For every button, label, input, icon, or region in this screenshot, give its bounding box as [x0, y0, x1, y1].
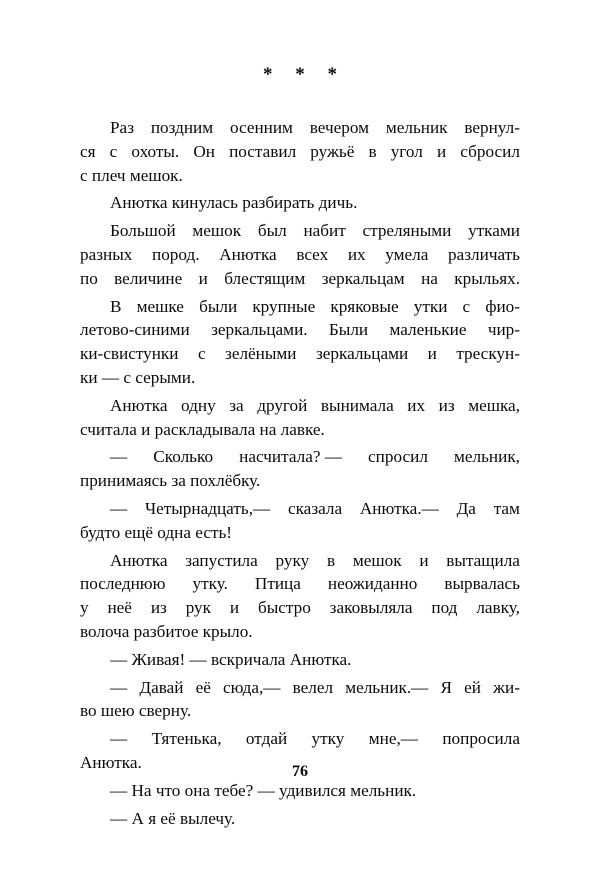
- word: —: [110, 677, 128, 697]
- word: велел: [292, 677, 334, 697]
- text-line: [80, 549, 520, 573]
- word: ки-свистунки: [80, 344, 179, 364]
- word: с: [197, 344, 206, 364]
- word: отдай: [245, 729, 288, 749]
- text-line: ки — с серыми.: [80, 367, 196, 387]
- word: маленькие: [389, 320, 467, 340]
- word: летово-синими: [80, 320, 190, 340]
- word: был: [257, 221, 287, 241]
- word: мешка,: [468, 395, 520, 415]
- word: различать: [448, 244, 520, 264]
- text-line: [80, 596, 520, 620]
- word: Птица: [254, 574, 301, 594]
- word: лавку,: [476, 598, 520, 618]
- word: неё: [107, 598, 132, 618]
- paragraph: [80, 219, 520, 290]
- word: стреляными: [362, 221, 452, 241]
- word: с: [462, 296, 471, 316]
- word: неожиданно: [327, 574, 418, 594]
- word: утку: [311, 729, 345, 749]
- word: её: [195, 677, 211, 697]
- word: сказала: [287, 498, 343, 518]
- text-line: [80, 676, 520, 700]
- text-line: [80, 497, 520, 521]
- word: с: [109, 141, 118, 161]
- word: блестящим: [224, 268, 306, 288]
- text-line: [80, 572, 520, 596]
- word: вернул-: [464, 118, 520, 137]
- word: запустила: [185, 550, 258, 570]
- word: рук: [185, 598, 211, 618]
- word: вечером: [309, 118, 370, 137]
- text-line: [80, 445, 520, 469]
- word: поставил: [229, 141, 297, 161]
- paragraph: [80, 497, 520, 545]
- word: зеркальцам: [321, 268, 405, 288]
- word: под: [431, 598, 458, 618]
- text-line: Анютка кинулась разбирать дичь.: [110, 193, 358, 213]
- text-line: во шею сверну.: [80, 701, 192, 721]
- page-text-block: [80, 60, 520, 830]
- word: мешок: [192, 221, 242, 241]
- word: последнюю: [80, 574, 166, 594]
- word: Анютка: [110, 550, 168, 570]
- word: и: [436, 141, 447, 161]
- paragraph: [80, 648, 520, 672]
- word: были: [199, 296, 238, 316]
- paragraph: [80, 191, 520, 215]
- word: мне,—: [368, 729, 418, 749]
- word: там: [493, 498, 520, 518]
- text-line: считала и раскладывала на лавке.: [80, 419, 325, 439]
- word: сюда,—: [223, 677, 281, 697]
- word: ей: [464, 677, 481, 697]
- word: вынимала: [320, 395, 394, 415]
- body-text: [80, 116, 520, 830]
- text-line: [80, 394, 520, 418]
- section-separator: * * *: [263, 64, 346, 85]
- word: зелёными: [225, 344, 297, 364]
- text-line: — На что она тебе? — удивился мельник.: [110, 780, 417, 800]
- word: Давай: [139, 677, 184, 697]
- word: и: [419, 550, 429, 570]
- text-line: [80, 243, 520, 267]
- text-line: [80, 318, 520, 342]
- word: чир-: [487, 320, 520, 340]
- word: их: [407, 395, 426, 415]
- word: у: [80, 598, 89, 618]
- word: мешок: [352, 550, 402, 570]
- word: насчитала? —: [239, 447, 342, 467]
- word: всех: [296, 244, 329, 264]
- text-line: с плеч мешок.: [80, 165, 183, 185]
- word: ружьё: [310, 141, 355, 161]
- text-line: принимаясь за похлёбку.: [80, 471, 261, 491]
- word: мельник,: [454, 447, 520, 467]
- word: за: [229, 395, 244, 415]
- word: разных: [80, 244, 133, 264]
- word: мельник: [385, 118, 448, 137]
- word: —: [110, 447, 128, 467]
- text-line: будто ещё одна есть!: [80, 522, 233, 542]
- text-line: [80, 727, 520, 751]
- word: Сколько: [153, 447, 214, 467]
- paragraph: [80, 394, 520, 442]
- word: руку: [275, 550, 310, 570]
- word: Анютка: [110, 395, 168, 415]
- word: в: [326, 550, 336, 570]
- word: —: [110, 729, 128, 749]
- word: Большой: [110, 221, 176, 241]
- word: утку.: [192, 574, 228, 594]
- page-number: 76: [292, 763, 308, 780]
- word: Анютка.—: [359, 498, 439, 518]
- word: вырвалась: [444, 574, 520, 594]
- paragraph: [80, 295, 520, 390]
- word: утки: [413, 296, 448, 316]
- word: поздним: [150, 118, 214, 137]
- word: умела: [385, 244, 429, 264]
- text-line: волоча разбитое крыло.: [80, 621, 253, 641]
- paragraph: [80, 779, 520, 803]
- word: трескун-: [456, 344, 520, 364]
- word: зеркальцами: [315, 344, 409, 364]
- word: утками: [468, 221, 520, 241]
- word: мельник.—: [345, 677, 429, 697]
- word: Да: [456, 498, 476, 518]
- word: заковыляла: [329, 598, 413, 618]
- word: Я: [440, 677, 452, 697]
- word: крупные: [252, 296, 316, 316]
- word: набит: [303, 221, 346, 241]
- paragraph: [80, 445, 520, 493]
- word: крыльях.: [454, 268, 520, 288]
- word: одну: [181, 395, 216, 415]
- word: вытащила: [446, 550, 520, 570]
- word: другой: [257, 395, 308, 415]
- paragraph: [80, 807, 520, 831]
- word: зеркальцами.: [211, 320, 308, 340]
- text-line: [80, 295, 520, 319]
- word: жи-: [493, 677, 520, 697]
- word: Тятенька,: [151, 729, 222, 749]
- text-line: [80, 116, 520, 140]
- word: спросил: [368, 447, 428, 467]
- word: быстро: [257, 598, 311, 618]
- word: ся: [80, 141, 96, 161]
- word: и: [229, 598, 240, 618]
- text-line: [80, 219, 520, 243]
- word: угол: [390, 141, 423, 161]
- word: Были: [328, 320, 369, 340]
- word: по: [80, 268, 98, 288]
- text-line: — Живая! — вскричала Анютка.: [110, 649, 352, 669]
- word: из: [438, 395, 455, 415]
- word: на: [421, 268, 438, 288]
- paragraph: [80, 116, 520, 187]
- text-line: — А я её вылечу.: [110, 808, 236, 828]
- word: Раз: [110, 118, 134, 137]
- text-line: [80, 140, 520, 164]
- word: сбросил: [460, 141, 520, 161]
- word: Анютка: [219, 244, 277, 264]
- word: и: [427, 344, 437, 364]
- word: Он: [193, 141, 215, 161]
- word: из: [150, 598, 167, 618]
- word: Четырнадцать,—: [144, 498, 271, 518]
- word: величине: [114, 268, 183, 288]
- paragraph: [80, 676, 520, 724]
- word: пород.: [152, 244, 200, 264]
- text-line: [80, 342, 520, 366]
- word: в: [368, 141, 377, 161]
- word: кряковые: [330, 296, 399, 316]
- word: —: [110, 498, 128, 518]
- text-line: Анютка.: [80, 752, 142, 772]
- word: В: [110, 296, 122, 316]
- word: фио-: [485, 296, 520, 316]
- word: их: [347, 244, 366, 264]
- word: охоты.: [131, 141, 180, 161]
- paragraph: [80, 549, 520, 644]
- word: и: [198, 268, 208, 288]
- word: осенним: [229, 118, 293, 137]
- word: мешке: [136, 296, 184, 316]
- text-line: [80, 267, 520, 291]
- word: попросила: [442, 729, 520, 749]
